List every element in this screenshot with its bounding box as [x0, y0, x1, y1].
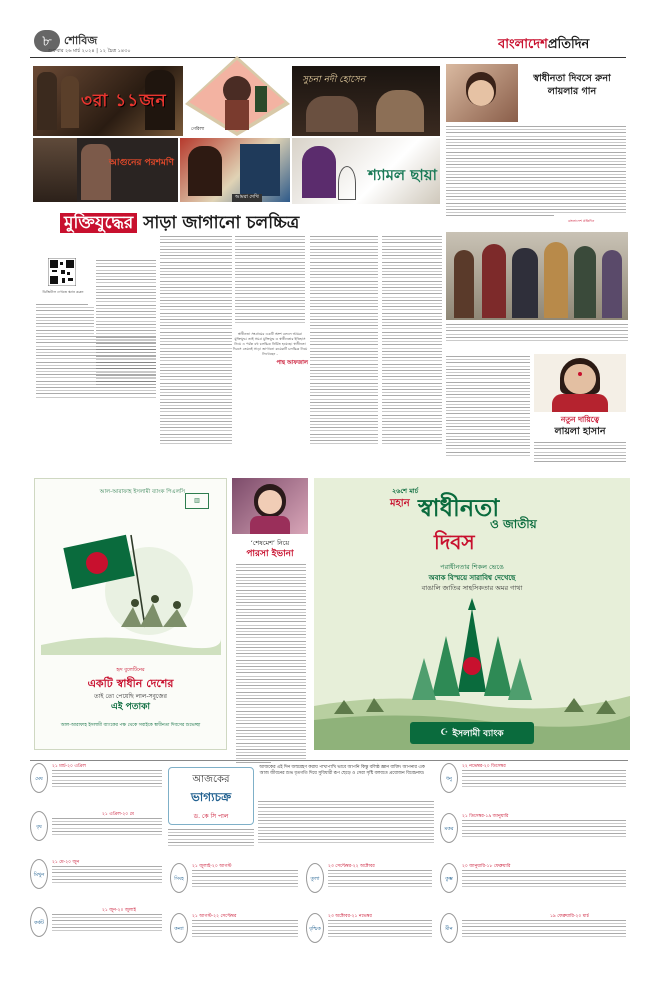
islami-bank-name: ইসলামী ব্যাংক: [452, 728, 504, 739]
pull-quote-author: পান্থ আফজাল: [276, 360, 308, 366]
layla-body-2: [534, 442, 626, 476]
ad-tagline-small: হৃদ বুলেটিনের: [116, 667, 145, 673]
lead-column-5: [382, 236, 442, 468]
ad-tagline-b: তাই তো পেয়েছি লাল-সবুজের: [94, 693, 167, 700]
ad-footer: আল-আরাফাহ ইসলামী ব্যাংকের পক্ষ থেকে সবাইকে স্বাধীনতা দিবসের শুভেচ্ছা: [60, 723, 201, 728]
sign-block-kanya: [170, 911, 300, 955]
sign-block-makar: [440, 811, 628, 855]
horoscope-title-box: [168, 767, 254, 825]
poster-amra-dekhi: [180, 138, 290, 202]
sign-badge: কর্কট: [30, 907, 48, 937]
poster-guerrilla: [185, 56, 290, 136]
sign-range: ২১ জুন-২০ জুলাই: [102, 908, 136, 913]
sign-block-karkat: [30, 905, 164, 947]
horoscope-section: [30, 760, 628, 964]
sign-block-mithun: [30, 857, 164, 899]
sign-badge: মীন: [440, 913, 458, 943]
page-header: [0, 30, 650, 58]
sign-block-tula: [306, 861, 434, 905]
ad-sub-c: বাঙালি জাতির সাহসিকতার অমর গাথা: [421, 584, 523, 592]
qr-code[interactable]: [48, 258, 76, 286]
poster-caption: গেরিলা: [191, 127, 205, 132]
sign-badge: বৃশ্চিক: [306, 913, 324, 943]
flag-soldiers-art: [41, 515, 221, 655]
ad-date: ২৬শে মার্চ: [392, 487, 419, 495]
sign-range: ২১ মার্চ-২০ এপ্রিল: [52, 764, 86, 769]
horoscope-author: ড. কে সি পাল: [193, 813, 229, 820]
sign-badge: তুলা: [306, 863, 324, 893]
poster-title: ৩রা ১১জন: [81, 91, 167, 111]
horoscope-left-mid: [168, 829, 254, 857]
runa-layla-body: [446, 126, 626, 228]
lead-column-2: [160, 236, 232, 468]
ad-tagline-a: একটি স্বাধীন দেশের: [87, 677, 174, 690]
page-number-badge: ৮: [34, 30, 60, 52]
pull-quote: [232, 332, 308, 408]
guerrilla-diamond-art: [185, 56, 290, 136]
ad-word-b: স্বাধীনতা: [418, 494, 500, 522]
al-arafah-ad: [34, 478, 227, 750]
sign-block-brisho: [30, 809, 164, 851]
sign-badge: ধনু: [440, 763, 458, 793]
sign-badge: কুম্ভ: [440, 863, 458, 893]
poster-shyamol-chhaya: [292, 138, 440, 204]
sign-range: ২১ মে-২০ জুন: [52, 860, 80, 865]
ad-tagline-c: এই পতাকা: [110, 702, 151, 712]
layla-headline: [534, 414, 626, 438]
ad-sub-b: অবাক বিস্ময়ে সারাবিশ্ব দেখেছে: [428, 574, 516, 582]
ad-word-d: দিবস: [434, 530, 475, 554]
crescent-icon: ☪: [440, 728, 449, 738]
layla-headline-a: নতুন দায়িত্বে: [560, 415, 600, 424]
sign-block-kumbha: [440, 861, 628, 905]
masthead-part-a: বাংলাদেশ: [498, 37, 548, 52]
horoscope-mid-body: [258, 801, 434, 857]
sign-block-singha: [170, 861, 300, 905]
ad-word-c: ও জাতীয়: [490, 517, 537, 531]
poster-title: আগুনের পরশমণি: [109, 158, 174, 168]
layla-body: [446, 356, 530, 468]
sign-range: ২২ নভেম্বর-২০ ডিসেম্বর: [462, 764, 506, 769]
horoscope-title-a: আজকের: [192, 774, 230, 785]
actress-name: পারসা ইভানা: [246, 549, 294, 559]
qr-caption: ডিজিটাল দেখতে স্ক্যান করুন: [42, 290, 84, 294]
horoscope-title-b: ভাগ্যচক্র: [190, 790, 232, 804]
sign-range: ২৩ সেপ্টেম্বর-২২ অক্টোবর: [328, 864, 375, 869]
layla-intro: [446, 324, 628, 352]
poster-title: শ্যামল ছায়া: [368, 166, 437, 184]
sign-block-mesh: [30, 761, 164, 803]
lead-column-3: [235, 236, 305, 332]
lead-column-4: [310, 236, 378, 468]
lead-headline: [60, 210, 440, 238]
sign-range: ২৩ অক্টোবর-২১ নভেম্বর: [328, 914, 372, 919]
actress-body: [236, 564, 306, 744]
actress-title: ‘শেষমেশ’ নিয়ে: [250, 539, 290, 547]
runa-layla-byline: বাংলাদেশ প্রতিদিন: [568, 219, 595, 223]
headline-part-b: সাড়া জাগানো চলচ্চিত্র: [143, 213, 300, 233]
sign-badge: মেষ: [30, 763, 48, 793]
sign-range: ২১ ডিসেম্বর-১৯ জানুয়ারি: [462, 814, 509, 819]
layla-hasan-photo: [534, 354, 626, 412]
sign-range: ১৯ ফেব্রুয়ারি-২০ মার্চ: [550, 914, 589, 919]
masthead-part-b: প্রতিদিন: [547, 37, 590, 52]
runa-layla-photo: [446, 64, 518, 122]
dateline: শুক্রবার ২৬ মার্চ ২০২৪ | ১২ চৈত্র ১৪৩০: [48, 48, 131, 54]
bank-logo-icon: ▥: [185, 493, 209, 509]
sign-range: ২১ জুলাই-২০ আগস্ট: [192, 864, 232, 869]
actress-photo: [232, 478, 308, 534]
headline-part-a: মুক্তিযুদ্ধের: [60, 213, 137, 233]
poster-nodir-naam: [292, 66, 440, 136]
header-rule: [30, 57, 626, 58]
poster-title: সুচনা নদী হোসেন: [302, 75, 366, 85]
sign-block-dhanu: [440, 761, 628, 805]
sign-block-meen: [440, 911, 628, 955]
pull-quote-text: স্বাধীনতা সংগ্রামের একটি অংশ বললে আমরা মুক্তিযুদ্ধ। তাই সমগ্র মুক্তিযুদ্ধ ও স্বাধীনতার ইতিহাস নিয়ে এ পর্যন্ত বহু চলচ্চিত্র নির্মিত হয়েছে। স্বাধীনতা দিবসে তেমনই সাড়া জাগানো কয়েকটি চলচ্চিত্র নিয়ে লিখেছেন -: [232, 332, 308, 356]
layla-headline-b: লায়লা হাসান: [554, 426, 606, 437]
group-photo: [446, 232, 628, 320]
sign-block-brishchik: [306, 911, 434, 955]
sign-badge: কন্যা: [170, 913, 188, 943]
sign-badge: সিংহ: [170, 863, 188, 893]
sign-badge: মিথুন: [30, 859, 48, 889]
sign-range: ২০ জানুয়ারি-১৮ ফেব্রুয়ারি: [462, 864, 511, 869]
runa-layla-headline: স্বাধীনতা দিবসে রুনা লায়লার গান: [533, 73, 611, 97]
sign-badge: মকর: [440, 813, 458, 843]
ad-word-a: মহান: [390, 498, 410, 509]
masthead: [498, 35, 589, 56]
bank-name: আল-আরাফাহ ইসলামী ব্যাংক পিএলসি: [99, 489, 185, 495]
actress-headline: [232, 538, 308, 560]
islami-bank-logo: [410, 722, 534, 744]
section-label: শোবিজ: [64, 34, 98, 47]
sign-range: ২১ আগস্ট-২২ সেপ্টেম্বর: [192, 914, 237, 919]
ad-sub-a: পরাধীনতার শিকল ভেঙে: [440, 563, 504, 571]
lead-column-1c: [36, 336, 156, 426]
islami-bank-ad: [314, 478, 630, 750]
poster-orabegaro: [33, 66, 183, 136]
sign-badge: বৃষ: [30, 811, 48, 841]
sign-range: ২১ এপ্রিল-২০ মে: [102, 812, 134, 817]
poster-tag: আমরা দেখি: [232, 194, 262, 202]
poster-agunerporoshmoni: [33, 138, 178, 202]
horoscope-intro: আজকের এই দিন জন্মগ্রহণ করায় পাখাপাখি ভাবে আপনি কিন্তু বলিষ্ঠ জ্ঞান বাক্তি। আপনার এক আজ জীবনের শুভ ধৃতগতি দিয়ে সুবিধারী রূপ ছেড়ে ও সেরা সৃষ্টি বলবতে প্রয়োজন বিবেচনায়।: [259, 765, 425, 777]
